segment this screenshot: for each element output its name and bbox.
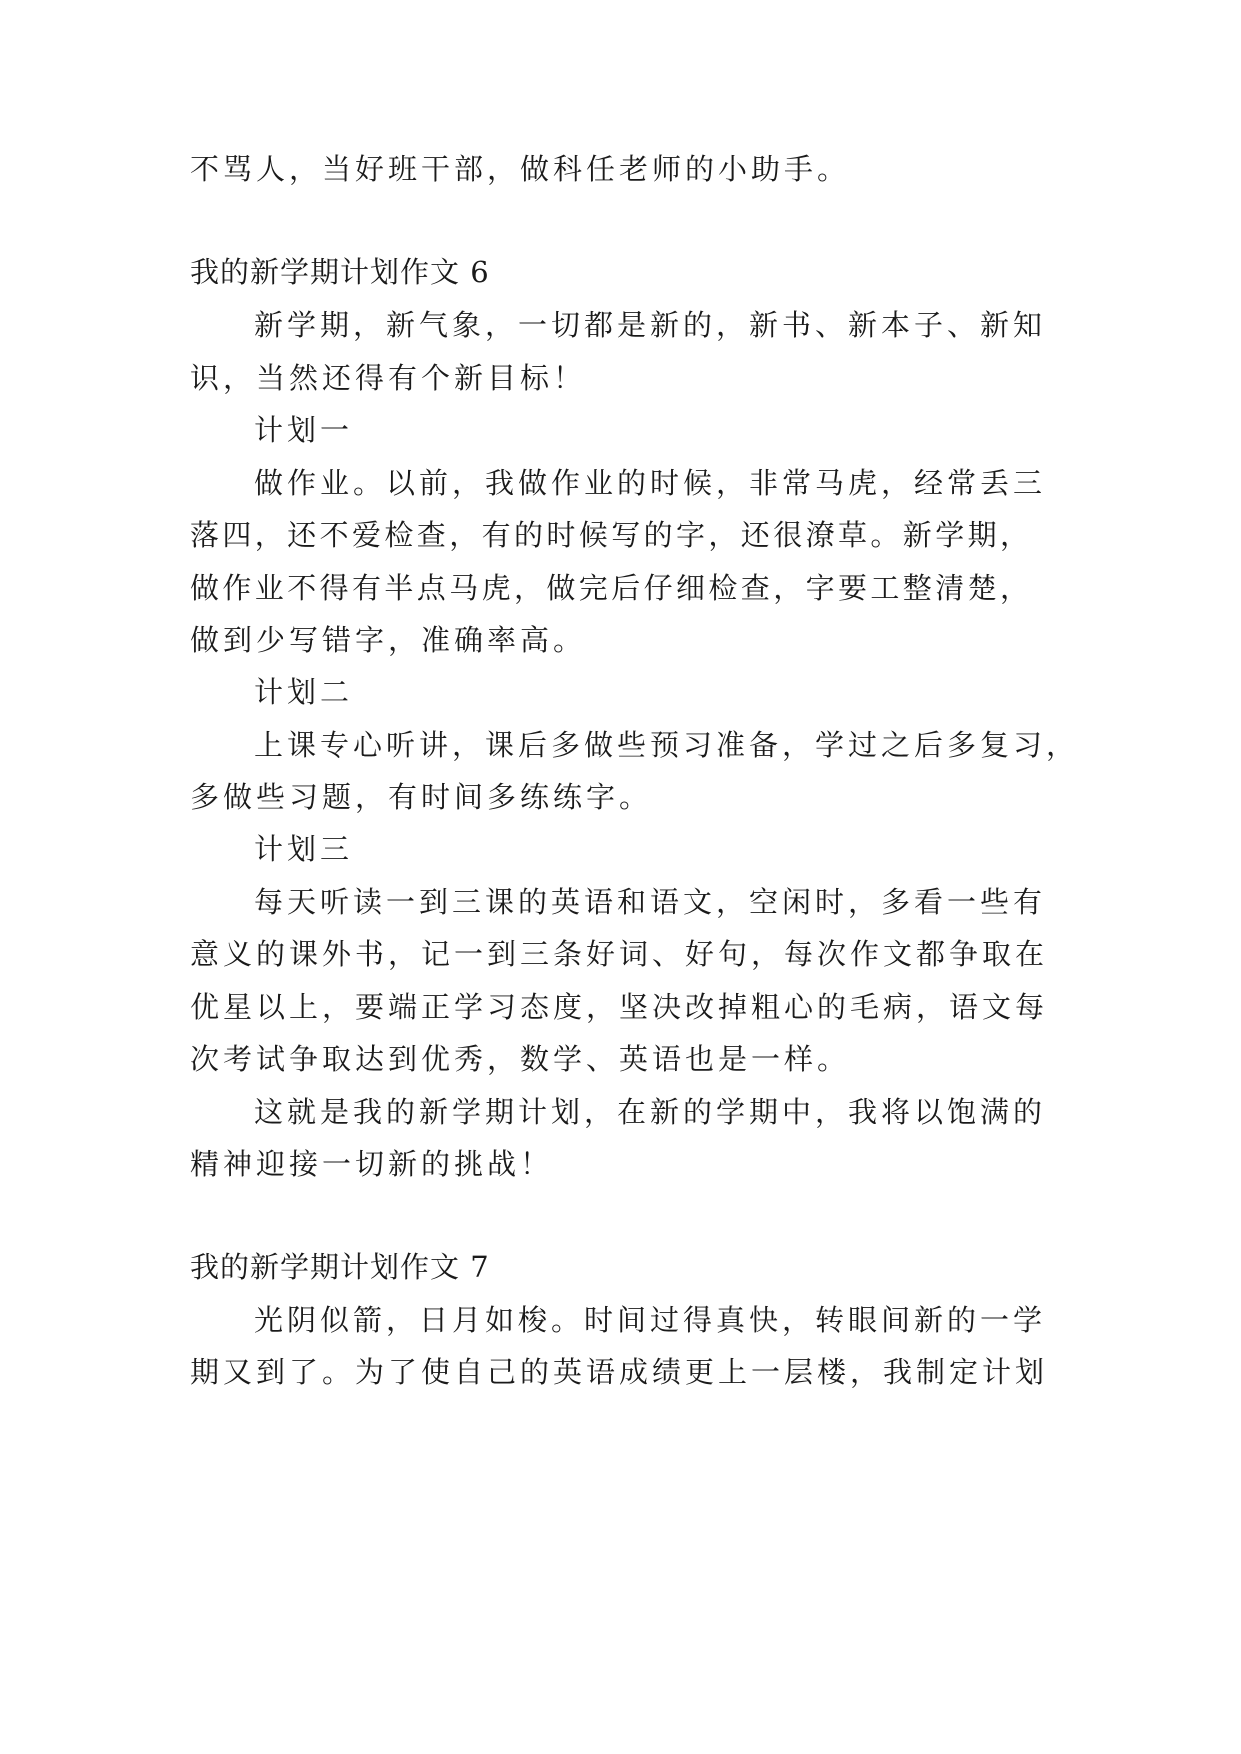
paragraph-line: 次考试争取达到优秀，数学、英语也是一样。 bbox=[190, 1042, 851, 1076]
paragraph-line: 每天听读一到三课的英语和语文，空闲时，多看一些有 bbox=[254, 885, 1047, 919]
paragraph-line: 优星以上，要端正学习态度，坚决改掉粗心的毛病，语文每 bbox=[190, 990, 1049, 1024]
paragraph-line: 做到少写错字，准确率高。 bbox=[190, 623, 587, 657]
paragraph-line: 期又到了。为了使自己的英语成绩更上一层楼，我制定计划 bbox=[190, 1355, 1049, 1389]
plan-title: 计划一 bbox=[254, 413, 354, 447]
paragraph-line: 精神迎接一切新的挑战！ bbox=[190, 1147, 554, 1181]
paragraph-line: 多做些习题，有时间多练练字。 bbox=[190, 780, 653, 814]
paragraph-line: 做作业。以前，我做作业的时候，非常马虎，经常丢三 bbox=[254, 466, 1047, 500]
paragraph-line: 做作业不得有半点马虎，做完后仔细检查，字要工整清楚， bbox=[190, 571, 1033, 605]
paragraph-line: 不骂人，当好班干部，做科任老师的小助手。 bbox=[190, 152, 851, 186]
paragraph-line: 意义的课外书，记一到三条好词、好句，每次作文都争取在 bbox=[190, 937, 1049, 971]
section-heading-7: 我的新学期计划作文 7 bbox=[190, 1250, 490, 1284]
paragraph-line: 新学期，新气象，一切都是新的，新书、新本子、新知 bbox=[254, 308, 1047, 342]
plan-title: 计划三 bbox=[254, 832, 354, 866]
plan-title: 计划二 bbox=[254, 675, 354, 709]
section-heading-6: 我的新学期计划作文 6 bbox=[190, 255, 490, 289]
paragraph-line: 上课专心听讲，课后多做些预习准备，学过之后多复习， bbox=[254, 728, 1080, 762]
paragraph-line: 落四，还不爱检查，有的时候写的字，还很潦草。新学期， bbox=[190, 518, 1033, 552]
paragraph-line: 识，当然还得有个新目标！ bbox=[190, 361, 587, 395]
paragraph-line: 这就是我的新学期计划，在新的学期中，我将以饱满的 bbox=[254, 1095, 1047, 1129]
paragraph-line: 光阴似箭，日月如梭。时间过得真快，转眼间新的一学 bbox=[254, 1303, 1047, 1337]
